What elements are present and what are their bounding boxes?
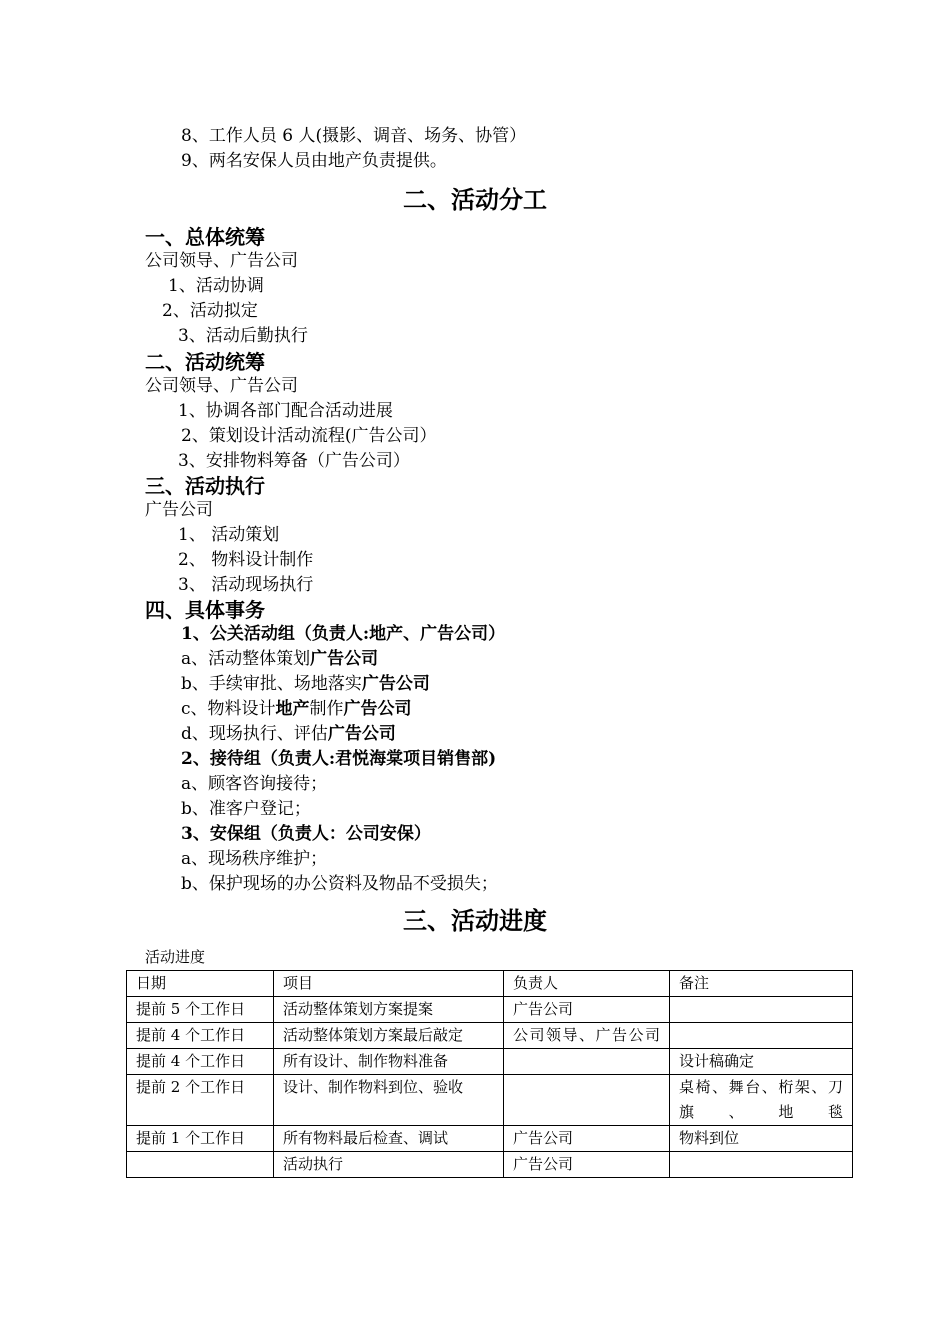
section-title-division: 二、活动分工 <box>403 185 547 214</box>
section-title-schedule: 三、活动进度 <box>403 906 547 935</box>
table-cell: 桌椅、舞台、桁架、刀旗、地毯 <box>670 1075 853 1126</box>
list-item: c、物料设计地产制作广告公司 <box>181 699 412 719</box>
table-row <box>127 1023 853 1049</box>
group-heading: 二、活动统筹 <box>145 350 265 374</box>
list-item: 3、安排物料筹备（广告公司） <box>178 451 410 471</box>
list-item: d、现场执行、评估广告公司 <box>181 724 396 744</box>
table-cell: 设计、制作物料到位、验收 <box>274 1075 504 1126</box>
list-item: 3、活动后勤执行 <box>178 326 308 346</box>
subgroup-heading: 2、接待组（负责人:君悦海棠项目销售部) <box>181 749 497 769</box>
subgroup-heading: 1、公关活动组（负责人:地产、广告公司） <box>181 624 506 644</box>
list-item: 1、活动协调 <box>168 276 264 296</box>
group-heading: 一、总体统筹 <box>145 225 265 249</box>
list-item: a、活动整体策划广告公司 <box>181 649 379 669</box>
table-cell <box>670 1023 853 1049</box>
table-cell: 活动整体策划方案最后敲定 <box>274 1023 504 1049</box>
table-cell <box>127 1152 274 1178</box>
table-cell: 所有设计、制作物料准备 <box>274 1049 504 1075</box>
table-cell: 提前 4 个工作日 <box>127 1049 274 1075</box>
table-cell <box>670 997 853 1023</box>
table-caption: 活动进度 <box>145 948 206 966</box>
table-cell: 公司领导、广告公司 <box>504 1023 670 1049</box>
table-cell: 广告公司 <box>504 997 670 1023</box>
schedule-table <box>126 970 853 1178</box>
table-cell <box>504 1049 670 1075</box>
table-cell: 广告公司 <box>504 1126 670 1152</box>
list-item: 2、活动拟定 <box>162 301 258 321</box>
table-cell <box>670 1152 853 1178</box>
list-item: b、保护现场的办公资料及物品不受损失； <box>181 874 498 894</box>
table-cell: 活动整体策划方案提案 <box>274 997 504 1023</box>
table-row <box>127 1075 853 1126</box>
group-heading: 四、具体事务 <box>145 598 265 622</box>
table-row <box>127 1152 853 1178</box>
table-cell: 设计稿确定 <box>670 1049 853 1075</box>
table-row <box>127 1049 853 1075</box>
list-item: 9、两名安保人员由地产负责提供。 <box>181 151 447 171</box>
table-cell: 提前 1 个工作日 <box>127 1126 274 1152</box>
group-owner: 公司领导、广告公司 <box>145 376 298 396</box>
table-row <box>127 997 853 1023</box>
table-cell: 广告公司 <box>504 1152 670 1178</box>
column-header: 项目 <box>274 971 504 997</box>
list-item: 2、 物料设计制作 <box>178 550 314 570</box>
list-item: 8、工作人员 6 人(摄影、调音、场务、协管） <box>181 126 527 146</box>
table-cell: 提前 2 个工作日 <box>127 1075 274 1126</box>
table-cell: 活动执行 <box>274 1152 504 1178</box>
table-cell <box>504 1075 670 1126</box>
group-owner: 公司领导、广告公司 <box>145 251 298 271</box>
column-header: 备注 <box>670 971 853 997</box>
list-item: 2、策划设计活动流程(广告公司） <box>181 426 437 446</box>
list-item: a、现场秩序维护； <box>181 849 328 869</box>
list-item: b、手续审批、场地落实广告公司 <box>181 674 430 694</box>
list-item: a、顾客咨询接待； <box>181 774 328 794</box>
table-cell: 所有物料最后检查、调试 <box>274 1126 504 1152</box>
list-item: 1、协调各部门配合活动进展 <box>178 401 393 421</box>
subgroup-heading: 3、安保组（负责人：公司安保） <box>181 824 431 844</box>
list-item: b、准客户登记； <box>181 799 311 819</box>
column-header: 日期 <box>127 971 274 997</box>
column-header: 负责人 <box>504 971 670 997</box>
list-item: 1、 活动策划 <box>178 525 280 545</box>
table-row <box>127 1126 853 1152</box>
list-item: 3、 活动现场执行 <box>178 575 314 595</box>
table-cell: 物料到位 <box>670 1126 853 1152</box>
table-cell: 提前 4 个工作日 <box>127 1023 274 1049</box>
group-heading: 三、活动执行 <box>145 474 265 498</box>
table-header-row <box>127 971 853 997</box>
table-cell: 提前 5 个工作日 <box>127 997 274 1023</box>
group-owner: 广告公司 <box>145 500 213 520</box>
